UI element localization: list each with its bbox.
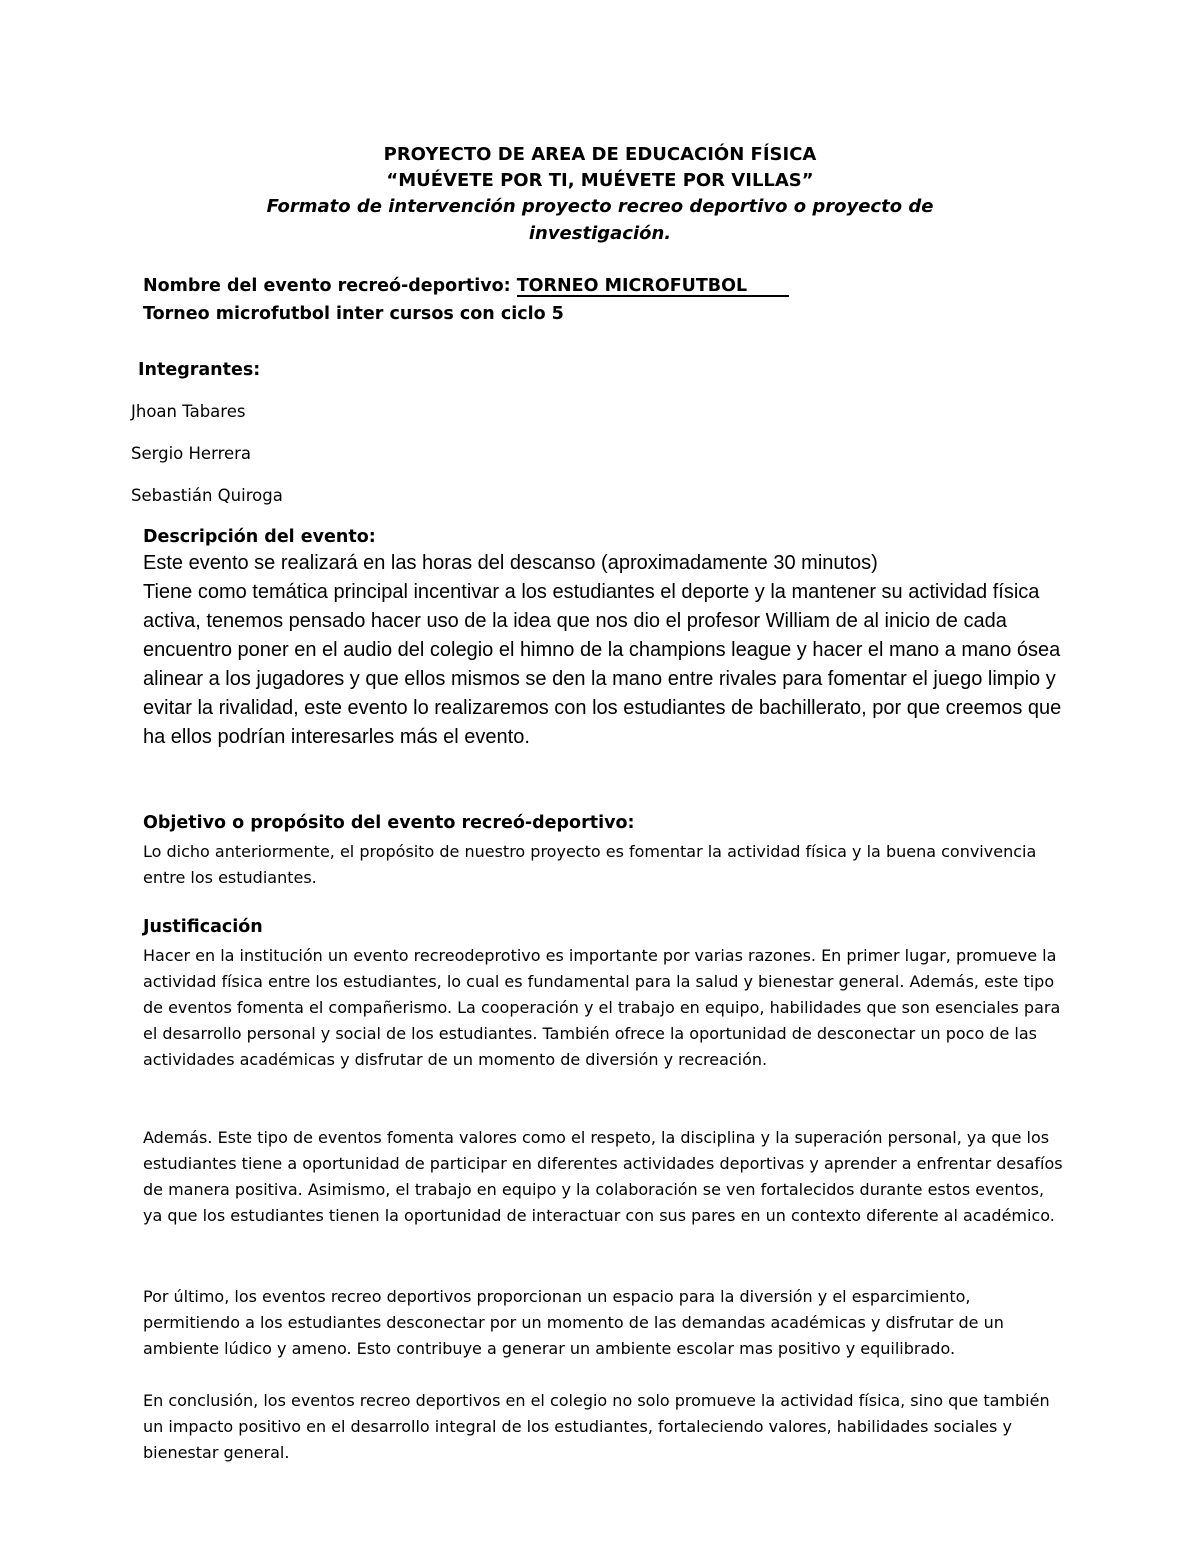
description-heading: Descripción del evento: [143,527,376,547]
members-heading: Integrantes: [138,360,261,380]
objective-text: Lo dicho anteriormente, el propósito de nuestro proyecto es fomentar la actividad física y la buena convivencia entre los estudiantes. [143,842,1037,887]
description-body [143,549,1083,752]
event-name-row [143,276,789,297]
member-name: Sebastián Quiroga [131,486,283,505]
justification-paragraph: En conclusión, los eventos recreo deportivos en el colegio no solo promueve la actividad física, sino que también un impacto positivo en el desarrollo integral de los estudiantes, fortaleciendo valores, habilidades sociales y bienestar general. [143,1391,1050,1462]
event-name-value: TORNEO MICROFUTBOL [517,277,789,297]
objective-heading: Objetivo o propósito del evento recreó-deportivo: [143,813,635,833]
description-line: Este evento se realizará en las horas del descanso (aproximadamente 30 minutos) [143,552,878,574]
justification-paragraph: Hacer en la institución un evento recreodeprotivo es importante por varias razones. En primer lugar, promueve la actividad física entre los estudiantes, lo cual es fundamental para la salud y bienestar general. Además, este tipo de eventos fomenta el compañerismo. La cooperación y el trabajo en equipo, habilidades que son esenciales para el desarrollo personal y social de los estudiantes. También ofrece la oportunidad de desconectar un poco de las actividades académicas y disfrutar de un momento de diversión y recreación. [143,946,1061,1069]
member-name: Jhoan Tabares [131,402,246,421]
event-name-label: Nombre del evento recreó-deportivo: [143,276,517,296]
project-slogan: “MUÉVETE POR TI, MUÉVETE POR VILLAS” [386,170,814,191]
justification-heading: Justificación [143,917,263,937]
format-subtitle-line1: Formato de intervención proyecto recreo deportivo o proyecto de [266,196,934,217]
event-tagline: Torneo microfutbol inter cursos con ciclo 5 [143,304,564,324]
document-title: PROYECTO DE AREA DE EDUCACIÓN FÍSICA [383,144,817,165]
justification-paragraph: Por último, los eventos recreo deportivos proporcionan un espacio para la diversión y el esparcimiento, permitiendo a los estudiantes desconectar por un momento de las demandas académicas y disfrutar de un ambiente lúdico y ameno. Esto contribuye a generar un ambiente escolar mas positivo y equilibrado. [143,1287,1004,1358]
format-subtitle-line2: investigación. [528,223,672,244]
description-paragraph: Tiene como temática principal incentivar a los estudiantes el deporte y la mantener su actividad física activa, tenemos pensado hacer uso de la idea que nos dio el profesor William de al inicio de cada encuentro poner en el audio del colegio el himno de la champions league y hacer el mano a mano ósea alinear a los jugadores y que ellos mismos se den la mano entre rivales para fomentar el juego limpio y evitar la rivalidad, este evento lo realizaremos con los estudiantes de bachillerato, por que creemos que ha ellos podrían interesarles más el evento. [143,581,1062,748]
member-name: Sergio Herrera [131,444,252,463]
justification-paragraph: Además. Este tipo de eventos fomenta valores como el respeto, la disciplina y la superación personal, ya que los estudiantes tiene a oportunidad de participar en diferentes actividades deportivas y aprender a enfrentar desafíos de manera positiva. Asimismo, el trabajo en equipo y la colaboración se ven fortalecidos durante estos eventos, ya que los estudiantes tienen la oportunidad de interactuar con sus pares en un contexto diferente al académico. [143,1128,1063,1225]
